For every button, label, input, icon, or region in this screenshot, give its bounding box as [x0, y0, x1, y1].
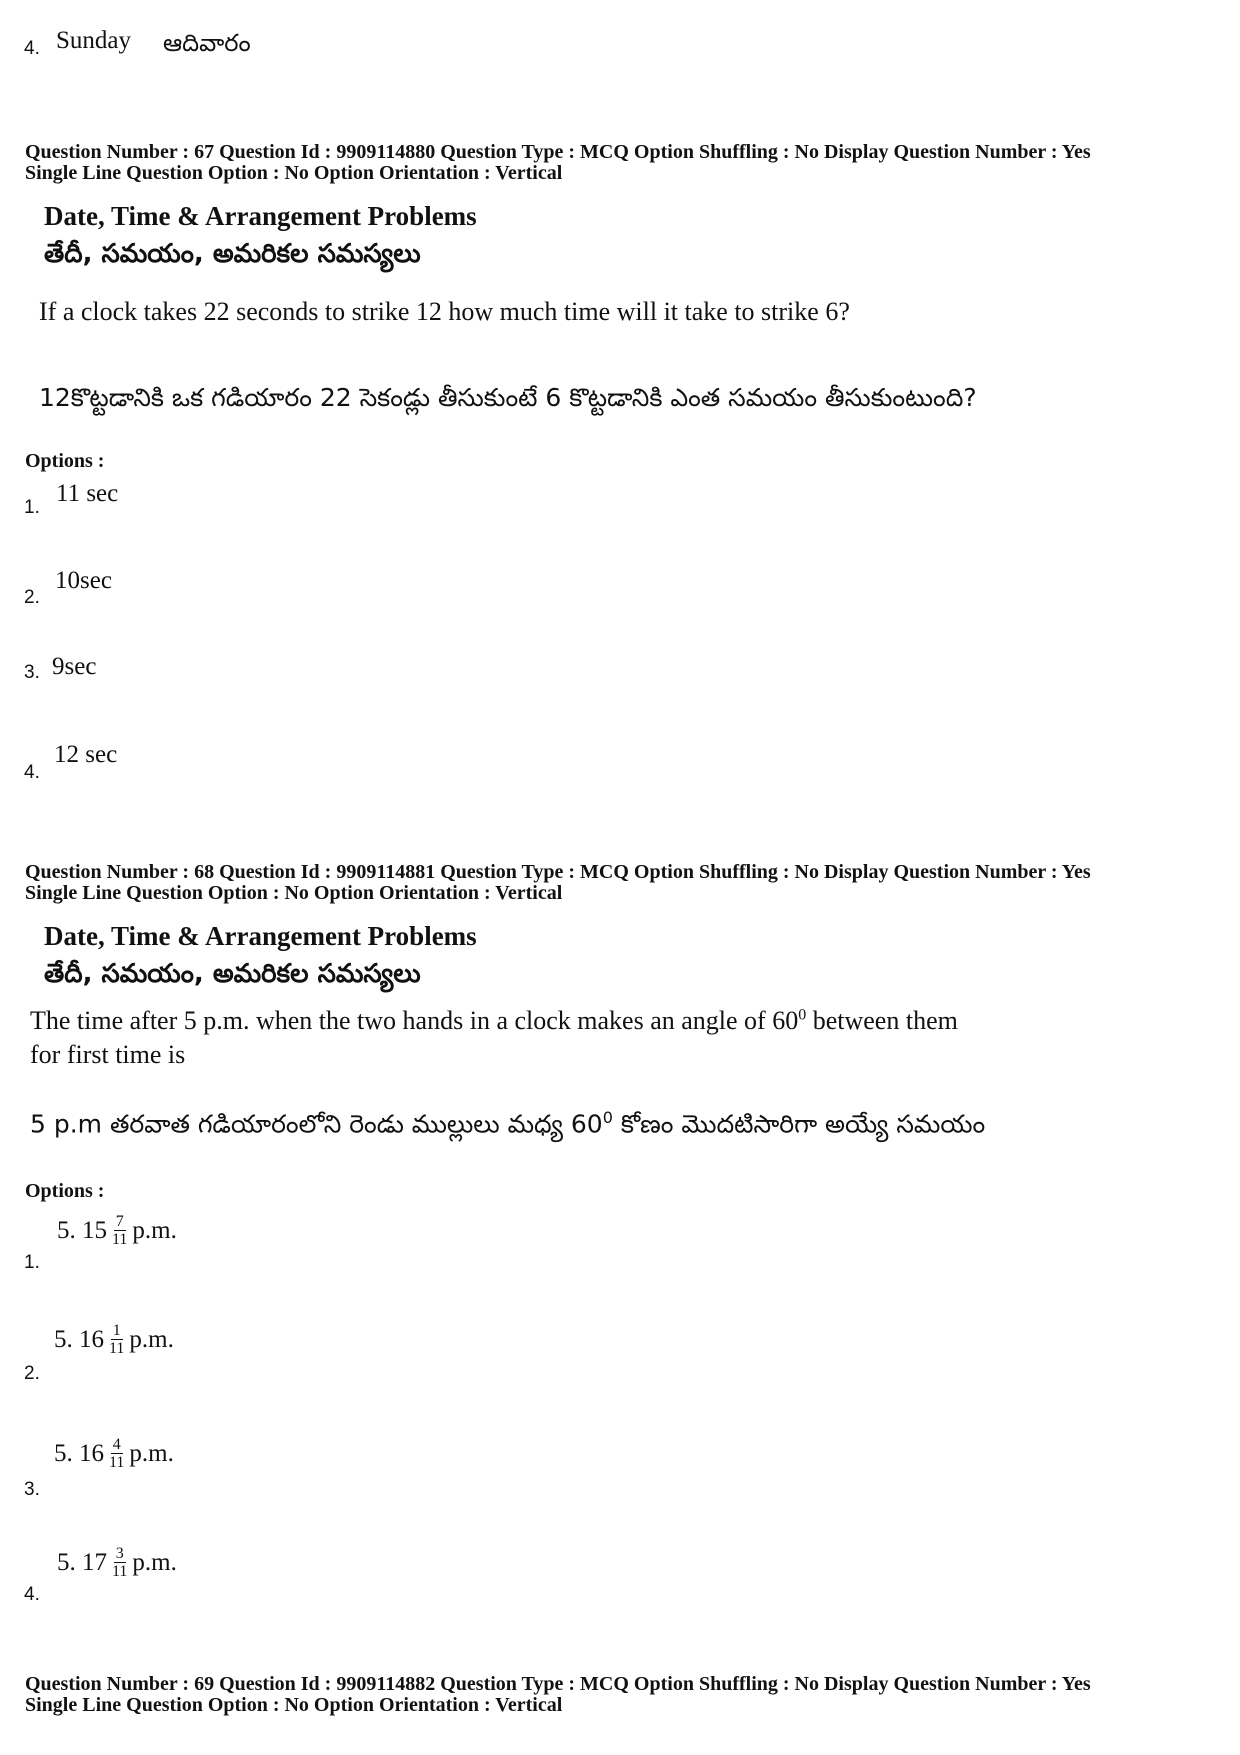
option-text: 11 sec — [56, 480, 119, 507]
question-text: The time after 5 p.m. when the two hands in a clock makes an angle of $60^0$ between them — [30, 1006, 958, 1035]
option-number: 3. — [24, 662, 40, 683]
option-text: Sunday — [56, 27, 131, 54]
option-number: 4. — [24, 38, 40, 59]
topic-title: Date, Time & Arrangement Problems — [44, 201, 477, 231]
options-label: Options : — [25, 450, 105, 472]
option-number: 1. — [24, 1252, 40, 1273]
option-number: 4. — [24, 762, 40, 783]
option-text: 10sec — [55, 567, 112, 594]
topic-title-telugu: తేదీ, సమయం, అమరికల సమస్యలు — [44, 959, 421, 989]
question-meta-line1: Question Number : 68 Question Id : 9909114881 Question Type : MCQ Option Shuffling : No Display Question Number : Yes — [25, 861, 1091, 883]
option-math: 5. 17 $\frac{3}{11}$ p.m. — [57, 1545, 177, 1580]
option-number: 1. — [24, 497, 40, 518]
option-math: 5. 15 $\frac{7}{11}$ p.m. — [57, 1213, 177, 1248]
question-meta-line1: Question Number : 67 Question Id : 9909114880 Question Type : MCQ Option Shuffling : No Display Question Number : Yes — [25, 141, 1091, 163]
option-number: 2. — [24, 1363, 40, 1384]
topic-title-telugu: తేదీ, సమయం, అమరికల సమస్యలు — [44, 239, 421, 269]
option-number: 4. — [24, 1584, 40, 1605]
option-math: 5. 16 $\frac{1}{11}$ p.m. — [54, 1322, 174, 1357]
topic-title: Date, Time & Arrangement Problems — [44, 921, 477, 951]
option-text-telugu: ఆదివారం — [163, 29, 251, 57]
question-text-telugu: 12కొట్టడానికి ఒక గడియారం 22 సెకండ్లు తీసుకుంటే 6 కొట్టడానికి ఎంత సమయం తీసుకుంటుంది? — [39, 383, 977, 412]
option-number: 3. — [24, 1479, 40, 1500]
option-number: 2. — [24, 587, 40, 608]
question-meta-line2: Single Line Question Option : No Option Orientation : Vertical — [25, 882, 563, 904]
options-label: Options : — [25, 1180, 105, 1202]
question-text-telugu: 5 p.m తరవాత గడియారంలోని రెండు ముల్లులు మధ్య $60^0$ కోణం మొదటిసారిగా అయ్యే సమయం — [30, 1108, 986, 1139]
question-meta-line1: Question Number : 69 Question Id : 9909114882 Question Type : MCQ Option Shuffling : No Display Question Number : Yes — [25, 1673, 1091, 1695]
question-text: If a clock takes 22 seconds to strike 12 how much time will it take to strike 6? — [39, 297, 850, 326]
option-text: 9sec — [52, 653, 97, 680]
option-math: 5. 16 $\frac{4}{11}$ p.m. — [54, 1436, 174, 1471]
question-meta-line2: Single Line Question Option : No Option Orientation : Vertical — [25, 1694, 563, 1716]
question-meta-line2: Single Line Question Option : No Option Orientation : Vertical — [25, 162, 563, 184]
option-text: 12 sec — [54, 741, 118, 768]
question-text-line2: for first time is — [30, 1040, 186, 1069]
